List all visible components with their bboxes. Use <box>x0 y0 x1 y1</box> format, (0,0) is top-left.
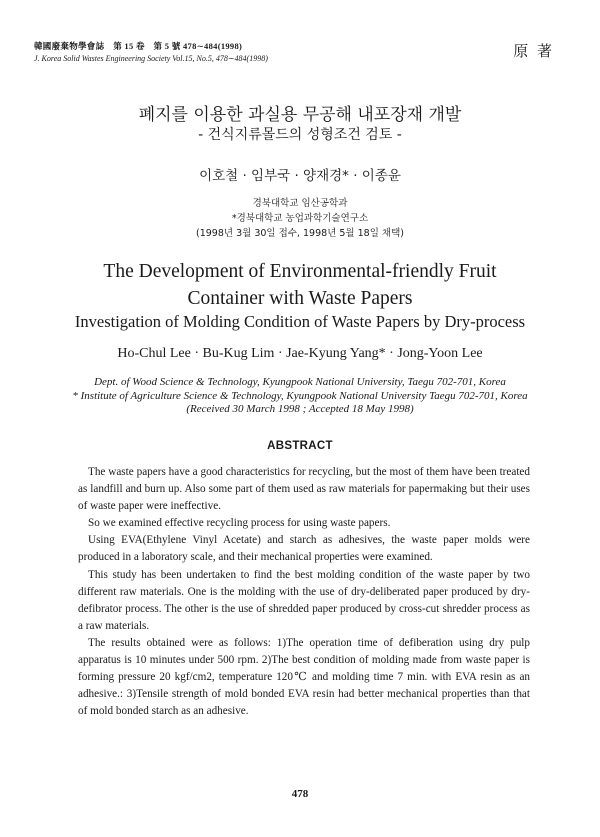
abstract-heading: ABSTRACT <box>267 440 333 452</box>
journal-header <box>34 40 454 63</box>
abstract-paragraph: The results obtained were as follows: 1)The operation time of defiberation using dry pulp apparatus is 10 minutes under 500 rpm. 2)The best condition of molding made from waste paper is forming pressure 20 kgf/cm2, temperature 120℃ and molding time 7 min. with EVA resin as an adhesive.: 3)Tensile strength of mold bonded EVA resin had better mechanical properties than that of mold bonded starch as an adhesive. <box>78 636 530 718</box>
title-english <box>0 258 600 312</box>
affiliation-line: 경북대학교 임산공학과 <box>252 198 348 209</box>
affiliation-line: *경북대학교 농업과학기술연구소 <box>231 213 369 224</box>
subtitle-english: Investigation of Molding Condition of Waste Papers by Dry-process <box>74 312 526 331</box>
journal-name-english: J. Korea Solid Wastes Engineering Society Vol.15, No.5, 478∼484(1998) <box>34 54 268 63</box>
journal-name-korean: 韓國廢棄物學會誌 第 15 卷 第 5 號 478∼484(1998) <box>34 41 243 51</box>
abstract-body <box>78 464 530 720</box>
affiliations-korean <box>0 196 600 241</box>
page-number: 478 <box>291 788 309 800</box>
received-dates-korean: (1998년 3월 30일 접수, 1998년 5월 18일 채택) <box>196 228 404 239</box>
authors-english: Ho-Chul Lee · Bu-Kug Lim · Jae-Kyung Yang* · Jong-Yoon Lee <box>117 346 483 361</box>
affiliation-line: * Institute of Agriculture Science & Technology, Kyungpook National University Taegu 702-701, Korea <box>72 389 528 402</box>
abstract-paragraph: Using EVA(Ethylene Vinyl Acetate) and starch as adhesives, the waste paper molds were produced in a laboratory scale, and their mechanical properties were examined. <box>78 534 530 564</box>
article-type-badge: 原 著 <box>513 42 554 60</box>
abstract-paragraph: The waste papers have a good characteristics for recycling, but the most of them have been treated as landfill and burn up. Also some part of them used as raw materials for papermaking but their uses of waste paper were ineffective. <box>78 466 530 513</box>
affiliation-line: Dept. of Wood Science & Technology, Kyungpook National University, Taegu 702-701, Korea <box>94 376 506 388</box>
subtitle-korean: - 건식지류몰드의 성형조건 검토 - <box>198 127 402 143</box>
authors-korean: 이호철 · 임부국 · 양재경* · 이종윤 <box>199 168 401 184</box>
received-dates-english: (Received 30 March 1998 ; Accepted 18 May 1998) <box>186 403 414 415</box>
abstract-paragraph: So we examined effective recycling process for using waste papers. <box>88 517 391 530</box>
affiliations-english <box>0 376 600 417</box>
title-english-line: The Development of Environmental-friendly Fruit <box>103 261 497 282</box>
title-english-line: Container with Waste Papers <box>187 288 413 309</box>
title-korean: 폐지를 이용한 과실용 무공해 내포장재 개발 <box>138 105 462 125</box>
abstract-paragraph: This study has been undertaken to find the best molding condition of the waste paper by two different raw materials. One is the molding with the use of dry-deliberated paper produced by dry-defibrator process. The other is the use of shredded paper produced by cross-cut shredder process as a raw materials. <box>78 568 530 632</box>
